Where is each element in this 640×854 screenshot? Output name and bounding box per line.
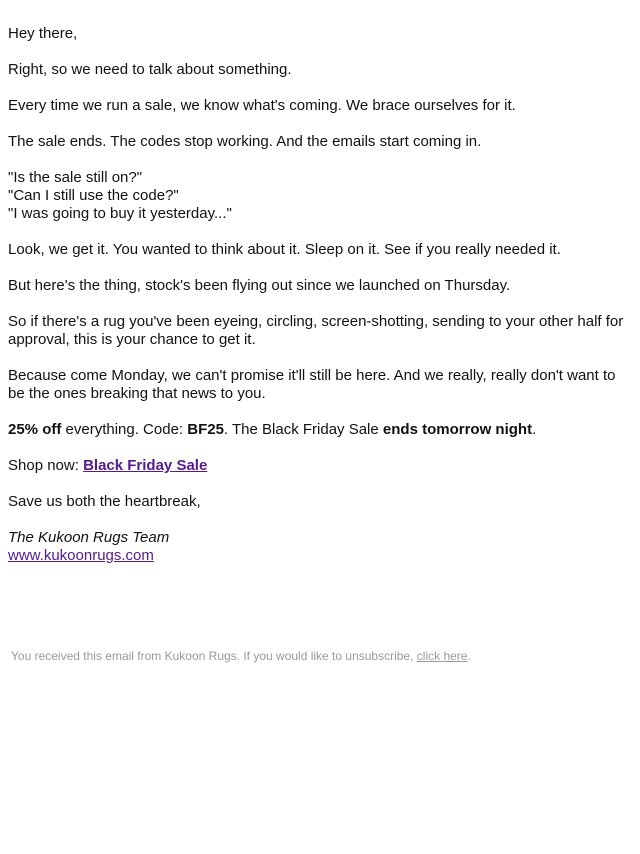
website-link[interactable]: www.kukoonrugs.com [8, 547, 154, 564]
offer-text: everything. Code: [61, 421, 188, 438]
footer-suffix: . [467, 649, 471, 663]
quote-line: "Is the sale still on?" [8, 169, 143, 186]
offer-discount: 25% off [8, 421, 62, 438]
paragraph-chance: So if there's a rug you've been eyeing, circling, screen-shotting, sending to your other half for approval, this is your chance to get it. [8, 313, 624, 348]
email-body [8, 25, 626, 565]
offer-code: BF25 [187, 421, 224, 438]
signature [8, 529, 626, 565]
offer-text: . The Black Friday Sale [223, 421, 383, 438]
paragraph-monday: Because come Monday, we can't promise it'll still be here. And we really, really don't want to be the ones breaking that news to you. [8, 367, 616, 402]
paragraph-we-get-it: Look, we get it. You wanted to think about it. Sleep on it. See if you really needed it. [8, 241, 561, 258]
paragraph-sale-ends: The sale ends. The codes stop working. And the emails start coming in. [8, 133, 482, 150]
shop-line [8, 457, 626, 475]
paragraph-intro: Right, so we need to talk about something. [8, 61, 292, 78]
closing-line: Save us both the heartbreak, [8, 493, 201, 510]
footer-text: You received this email from Kukoon Rugs. If you would like to unsubscribe, [11, 649, 417, 663]
offer-line [8, 421, 626, 439]
unsubscribe-link[interactable]: click here [416, 649, 468, 663]
customer-quotes [8, 169, 626, 223]
signature-team: The Kukoon Rugs Team [8, 529, 170, 546]
quote-line: "Can I still use the code?" [8, 187, 179, 204]
quote-line: "I was going to buy it yesterday..." [8, 205, 232, 222]
paragraph-stock: But here's the thing, stock's been flying out since we launched on Thursday. [8, 277, 511, 294]
email-footer [11, 648, 471, 664]
shop-prefix: Shop now: [8, 457, 84, 474]
paragraph-sale-brace: Every time we run a sale, we know what's coming. We brace ourselves for it. [8, 97, 516, 114]
offer-deadline: ends tomorrow night [382, 421, 533, 438]
offer-text: . [532, 421, 537, 438]
black-friday-sale-link[interactable]: Black Friday Sale [83, 457, 208, 474]
greeting: Hey there, [8, 25, 78, 42]
